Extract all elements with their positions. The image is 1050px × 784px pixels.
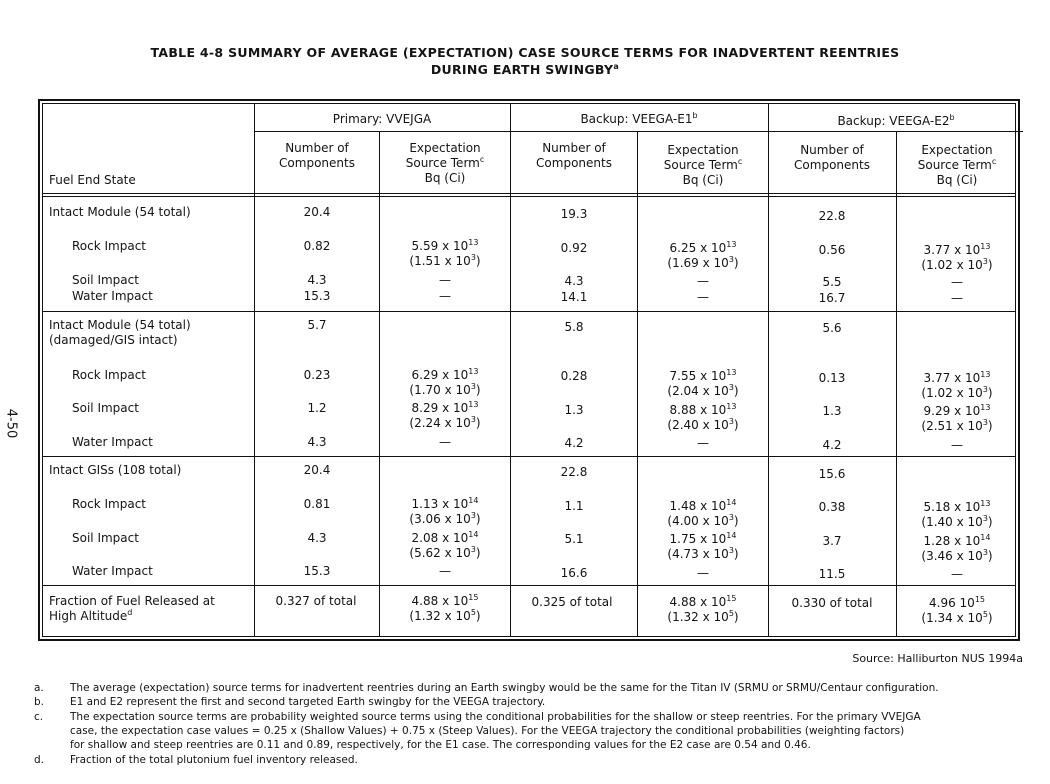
section-title: Intact GISs (108 total) [49, 463, 182, 477]
source-term: 1.75 x $10^{14}$ (4.73 x $10^3$) [667, 531, 739, 561]
fraction-value: 0.327 of total [275, 594, 357, 608]
component-count: 4.3 [307, 273, 327, 287]
fraction-source-term: 4.88 x $10^{15}$ (1.32 x $10^5$) [667, 594, 739, 624]
col-header-expectation: Expectation Source Term$^c$ Bq (Ci) [405, 141, 485, 185]
component-count: 0.82 [303, 239, 331, 253]
col-header-number: Number of Components [536, 141, 612, 170]
component-count: 3.7 [822, 534, 842, 548]
source-term: 8.88 x $10^{13}$ (2.40 x $10^3$) [667, 402, 739, 432]
source-term: 8.29 x $10^{13}$ (2.24 x $10^3$) [409, 400, 481, 430]
fraction-value: 0.325 of total [531, 595, 613, 609]
fraction-value: 0.330 of total [791, 596, 873, 610]
col-header-number: Number of Components [794, 143, 870, 172]
table-title: TABLE 4-8 SUMMARY OF AVERAGE (EXPECTATION) CASE SOURCE TERMS FOR INADVERTENT REENTRIES [150, 45, 900, 60]
section-total: 5.7 [307, 318, 327, 332]
component-count: 5.1 [564, 532, 584, 546]
source-term: — [439, 273, 451, 287]
footnote-label: b. [34, 696, 45, 708]
row-label: Soil Impact [72, 401, 139, 415]
source-term: — [439, 564, 451, 578]
source-term: 1.13 x $10^{14}$ (3.06 x $10^3$) [409, 496, 481, 526]
section-total: 20.4 [303, 463, 331, 477]
column-divider [254, 103, 255, 637]
source-term: — [697, 566, 709, 580]
component-count: 14.1 [560, 290, 588, 304]
column-divider [379, 131, 380, 637]
source-term: — [439, 435, 451, 449]
footnote-label: d. [34, 754, 45, 766]
source-term: — [951, 291, 963, 305]
source-note: Source: Halliburton NUS 1994a [852, 652, 1023, 665]
source-term: — [951, 275, 963, 289]
source-term: — [697, 274, 709, 288]
section-total: 15.6 [818, 467, 846, 481]
col-header-expectation: Expectation Source Term$^c$ Bq (Ci) [663, 143, 743, 187]
fraction-source-term: 4.96 $10^{15}$ (1.34 x $10^5$) [921, 595, 993, 625]
footnote-label: a. [34, 682, 44, 694]
component-count: 4.2 [822, 438, 842, 452]
table-inner-border [42, 103, 1016, 637]
source-term: 6.29 x $10^{13}$ (1.70 x $10^3$) [409, 367, 481, 397]
col-header-number: Number of Components [279, 141, 355, 170]
table-title-line2: DURING EARTH SWINGBY$^a$ [430, 62, 620, 77]
footnote-text: E1 and E2 represent the first and second targeted Earth swingby for the VEEGA trajectory. [70, 696, 546, 708]
component-count: 0.23 [303, 368, 331, 382]
column-divider [768, 103, 769, 637]
section-title: Intact Module (54 total) (damaged/GIS intact) [49, 318, 191, 347]
fraction-row-label: Fraction of Fuel Released at High Altitude$^d$ [49, 594, 215, 623]
section-divider [42, 456, 1016, 457]
column-divider [637, 131, 638, 637]
row-label: Rock Impact [72, 497, 147, 511]
row-label: Rock Impact [72, 368, 147, 382]
source-term: — [697, 436, 709, 450]
header-group-divider [254, 131, 1023, 132]
component-count: 5.5 [822, 275, 842, 289]
section-total: 19.3 [560, 207, 588, 221]
component-count: 11.5 [818, 567, 846, 581]
component-count: 15.3 [303, 289, 331, 303]
component-count: 4.2 [564, 436, 584, 450]
source-term: 3.77 x $10^{13}$ (1.02 x $10^3$) [921, 242, 993, 272]
section-total: 5.8 [564, 320, 584, 334]
header-bottom-line-2 [42, 196, 1016, 197]
component-count: 1.3 [822, 404, 842, 418]
component-count: 0.56 [818, 243, 846, 257]
row-label: Rock Impact [72, 239, 147, 253]
source-term: 5.18 x $10^{13}$ (1.40 x $10^3$) [921, 499, 993, 529]
component-count: 0.81 [303, 497, 331, 511]
section-title: Intact Module (54 total) [49, 205, 191, 219]
footnote-text: Fraction of the total plutonium fuel inventory released. [70, 754, 358, 766]
component-count: 16.6 [560, 566, 588, 580]
component-count: 16.7 [818, 291, 846, 305]
source-term: 5.59 x $10^{13}$ (1.51 x $10^3$) [409, 238, 481, 268]
component-count: 0.13 [818, 371, 846, 385]
group-header-backup-e1: Backup: VEEGA-E1$^b$ [580, 111, 698, 126]
component-count: 1.2 [307, 401, 327, 415]
section-total: 22.8 [560, 465, 588, 479]
section-total: 5.6 [822, 321, 842, 335]
source-term: 7.55 x $10^{13}$ (2.04 x $10^3$) [667, 368, 739, 398]
row-label: Water Impact [72, 564, 153, 578]
source-term: — [951, 438, 963, 452]
group-header-primary: Primary: VVEJGA [332, 112, 432, 126]
section-divider [42, 311, 1016, 312]
row-label-header: Fuel End State [49, 173, 136, 187]
section-divider [42, 585, 1016, 586]
col-header-expectation: Expectation Source Term$^c$ Bq (Ci) [917, 143, 997, 187]
component-count: 1.3 [564, 403, 584, 417]
source-term: 9.29 x $10^{13}$ (2.51 x $10^3$) [921, 403, 993, 433]
source-term: 6.25 x $10^{13}$ (1.69 x $10^3$) [667, 240, 739, 270]
row-label: Water Impact [72, 289, 153, 303]
footnote-text: The average (expectation) source terms for inadvertent reentries during an Earth swingby would be the same for the Titan IV (SRMU or SRMU/Centaur configuration. [70, 682, 939, 694]
component-count: 4.3 [307, 435, 327, 449]
component-count: 0.28 [560, 369, 588, 383]
section-total: 20.4 [303, 205, 331, 219]
footnote-text: The expectation source terms are probability weighted source terms using the conditional probabilities for the shallow or steep reentries. For the primary VVEJGA [70, 711, 921, 723]
source-term: — [439, 289, 451, 303]
footnote-label: c. [34, 711, 44, 723]
source-term: — [697, 290, 709, 304]
component-count: 1.1 [564, 499, 584, 513]
section-total: 22.8 [818, 209, 846, 223]
component-count: 4.3 [307, 531, 327, 545]
component-count: 0.38 [818, 500, 846, 514]
source-term: — [951, 567, 963, 581]
column-divider [896, 131, 897, 637]
component-count: 4.3 [564, 274, 584, 288]
component-count: 0.92 [560, 241, 588, 255]
group-header-backup-e2: Backup: VEEGA-E2$^b$ [837, 113, 955, 128]
row-label: Soil Impact [72, 273, 139, 287]
component-count: 15.3 [303, 564, 331, 578]
footnote-text: for shallow and steep reentries are 0.11 and 0.89, respectively, for the E1 case. The corresponding values for the E2 case are 0.54 and 0.46. [70, 739, 811, 751]
column-divider [510, 103, 511, 637]
source-term: 1.48 x $10^{14}$ (4.00 x $10^3$) [667, 498, 739, 528]
fraction-source-term: 4.88 x $10^{15}$ (1.32 x $10^5$) [409, 593, 481, 623]
page-number: 4-50 [3, 408, 19, 439]
source-term: 1.28 x $10^{14}$ (3.46 x $10^3$) [921, 533, 993, 563]
header-bottom-line [42, 193, 1016, 194]
row-label: Soil Impact [72, 531, 139, 545]
row-label: Water Impact [72, 435, 153, 449]
source-term: 2.08 x $10^{14}$ (5.62 x $10^3$) [409, 530, 481, 560]
source-term: 3.77 x $10^{13}$ (1.02 x $10^3$) [921, 370, 993, 400]
footnote-text: case, the expectation case values = 0.25 x (Shallow Values) + 0.75 x (Steep Values). For the VEEGA trajectory the conditional probabilities (weighting factors) [70, 725, 905, 737]
